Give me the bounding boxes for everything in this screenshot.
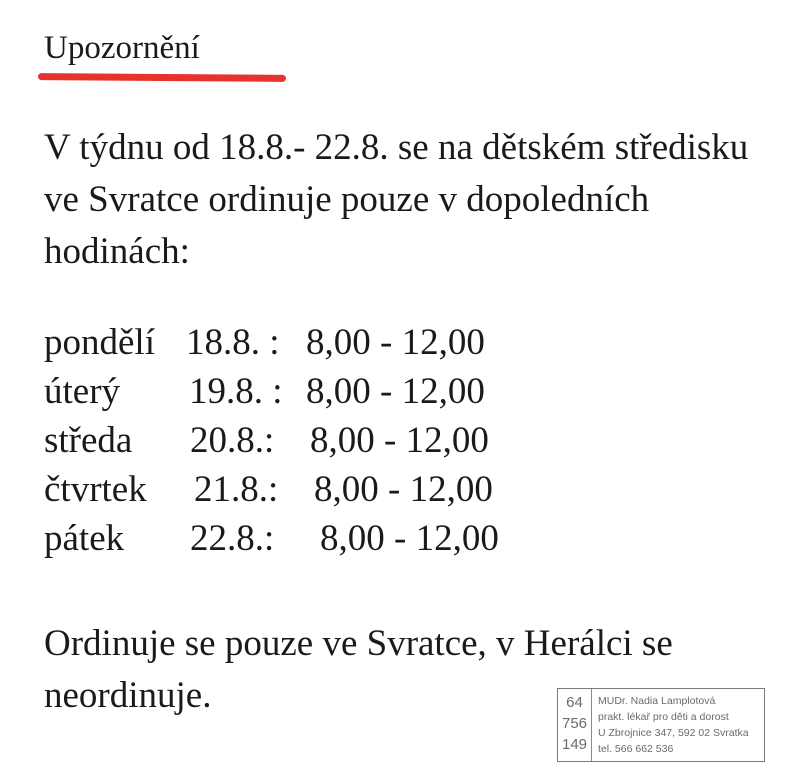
schedule-day: pátek (44, 518, 125, 559)
schedule-date: 21.8.: (194, 469, 279, 510)
schedule-day: pondělí (44, 322, 155, 363)
stamp-line: prakt. lékař pro děti a dorost (598, 711, 729, 723)
doctor-stamp (557, 688, 765, 762)
schedule-day: úterý (44, 371, 121, 412)
schedule-hours: 8,00 - 12,00 (310, 420, 489, 461)
stamp-text (598, 693, 749, 757)
schedule-row (44, 465, 493, 514)
stamp-line: U Zbrojnice 347, 592 02 Svratka (598, 727, 749, 739)
schedule-date: 22.8.: (190, 518, 275, 559)
stamp-line: MUDr. Nadia Lamplotová (598, 695, 716, 707)
stamp-number: 64 (566, 694, 583, 711)
schedule-hours: 8,00 - 12,00 (306, 322, 485, 363)
intro-text: V týdnu od 18.8.- 22.8. se na dětském středisku ve Svratce ordinuje pouze v dopoledních hodinách: (44, 127, 749, 272)
schedule-date: 20.8.: (190, 420, 275, 461)
schedule-day: středa (44, 420, 133, 461)
schedule-list (44, 318, 499, 563)
stamp-line: tel. 566 662 536 (598, 743, 674, 755)
schedule-row (44, 367, 485, 416)
schedule-day: čtvrtek (44, 469, 147, 510)
stamp-number: 756 (561, 715, 588, 732)
title-underline (38, 73, 286, 82)
schedule-date: 18.8. : (186, 322, 280, 363)
schedule-date: 19.8. : (189, 371, 283, 412)
stamp-number: 149 (561, 736, 588, 753)
schedule-hours: 8,00 - 12,00 (320, 518, 499, 559)
schedule-hours: 8,00 - 12,00 (306, 371, 485, 412)
stamp-numbers (558, 689, 592, 761)
schedule-row (44, 416, 489, 465)
schedule-hours: 8,00 - 12,00 (314, 469, 493, 510)
notice-title: Upozornění (44, 30, 200, 66)
schedule-row (44, 318, 485, 367)
footer-text: Ordinuje se pouze ve Svratce, v Herálci se neordinuje. (44, 623, 673, 716)
schedule-row (44, 514, 499, 563)
